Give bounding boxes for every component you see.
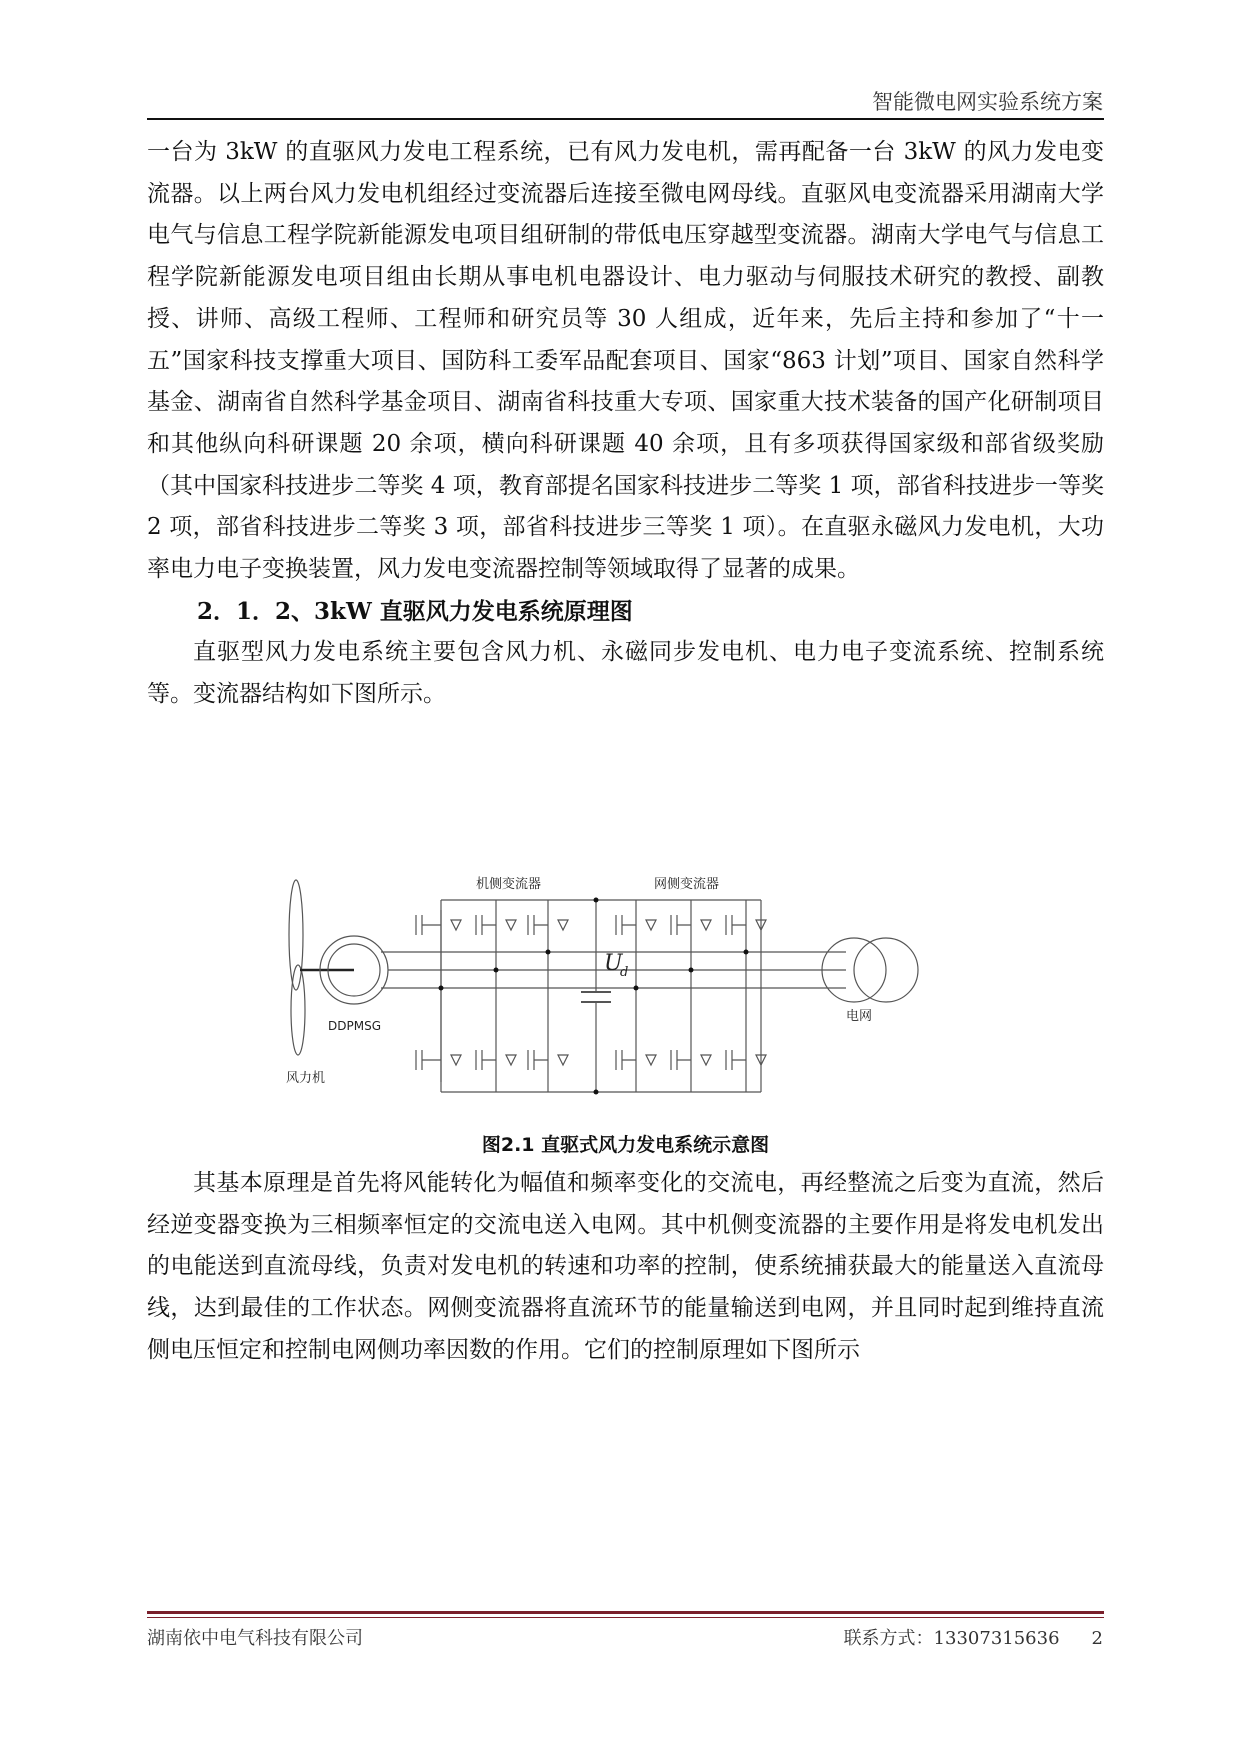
header-rule — [147, 118, 1104, 120]
footer-contact-block — [812, 1624, 1103, 1650]
converter-diagram-svg — [286, 870, 966, 1130]
switch-lower-row — [416, 1050, 766, 1070]
label-ud-subscript: d — [619, 965, 628, 980]
label-grid: 电网 — [845, 1009, 872, 1024]
paragraph-1: 一台为 3kW 的直驱风力发电工程系统，已有风力发电机，需再配备一台 3kW 的风力发电变流器。以上两台风力发电机组经过变流器后连接至微电网母线。直驱风电变流器采用湖南大学电气与信息工程学院新能源发电项目组研制的带低电压穿越型变流器。湖南大学电气与信息工程学院新能源发电项目组由长期从事电机电器设计、电力驱动与伺服技术研究的教授、副教授、讲师、高级工程师、工程师和研究员等 30 人组成，近年来，先后主持和参加了“十一五”国家科技支撑重大项目、国防科工委军品配套项目、国家“863 计划”项目、国家自然科学基金、湖南省自然科学基金项目、湖南省科技重大专项、国家重大技术装备的国产化研制项目和其他纵向科研课题 20 余项，横向科研课题 40 余项，且有多项获得国家级和部省级奖励（其中国家科技进步二等奖 4 项，教育部提名国家科技进步二等奖 1 项，部省科技进步一等奖 2 项，部省科技进步二等奖 3 项，部省科技进步三等奖 1 项）。在直驱永磁风力发电机，大功率电力电子变换装置，风力发电变流器控制等领域取得了显著的成果。 — [147, 139, 1104, 583]
switch-upper-row — [416, 915, 766, 935]
body-text-top — [147, 132, 1104, 716]
section-heading: 2．1．2、3kW 直驱风力发电系统原理图 — [197, 597, 633, 625]
label-ud: U — [603, 951, 623, 976]
turbine-blade-lower — [291, 965, 305, 1055]
converter-diagram — [147, 870, 1104, 1155]
turbine-blade-upper — [289, 880, 303, 990]
footer-rule-thin — [147, 1617, 1104, 1618]
paragraph-2: 直驱型风力发电系统主要包含风力机、永磁同步发电机、电力电子变流系统、控制系统等。变流器结构如下图所示。 — [147, 639, 1104, 708]
label-generator: DDPMSG — [327, 1019, 381, 1033]
figure-caption: 图2.1 直驱式风力发电系统示意图 — [481, 1134, 770, 1156]
paragraph-3: 其基本原理是首先将风能转化为幅值和频率变化的交流电，再经整流之后变为直流，然后经逆变器变换为三相频率恒定的交流电送入电网。其中机侧变流器的主要作用是将发电机发出的电能送到直流母线，负责对发电机的转速和功率的控制，使系统捕获最大的能量送入直流母线，达到最佳的工作状态。网侧变流器将直流环节的能量输送到电网，并且同时起到维持直流侧电压恒定和控制电网侧功率因数的作用。它们的控制原理如下图所示 — [147, 1170, 1104, 1363]
page-number: 2 — [1091, 1628, 1103, 1649]
header-title: 智能微电网实验系统方案 — [872, 90, 1103, 114]
label-turbine: 风力机 — [285, 1071, 325, 1086]
footer-company: 湖南依中电气科技有限公司 — [147, 1628, 363, 1649]
body-text-bottom — [147, 1163, 1104, 1372]
footer-rule-thick — [147, 1611, 1104, 1614]
label-grid-side: 网侧变流器 — [653, 877, 719, 892]
label-machine-side: 机侧变流器 — [475, 877, 541, 892]
footer-contact: 联系方式：13307315636 — [843, 1628, 1060, 1649]
